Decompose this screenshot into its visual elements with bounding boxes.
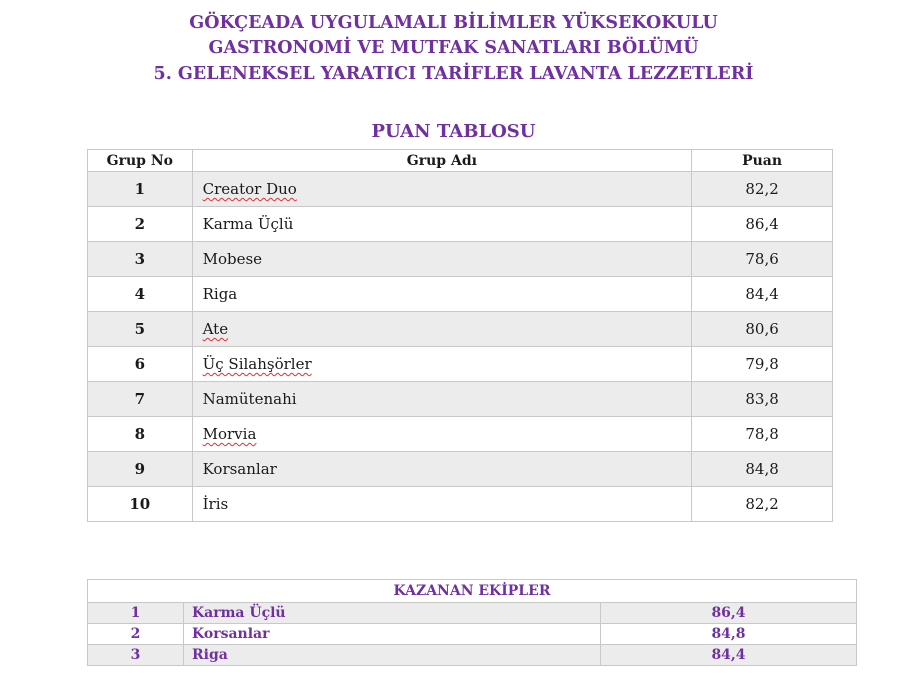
- winner-rank: 1: [88, 603, 184, 624]
- score-table-header-row: [88, 150, 833, 172]
- winner-row: [88, 624, 857, 645]
- score-cell: 84,4: [692, 277, 833, 312]
- event-title: 5. GELENEKSEL YARATICI TARİFLER LAVANTA LEZZETLERİ: [153, 64, 754, 84]
- table-row: [88, 172, 833, 207]
- institution-title: GÖKÇEADA UYGULAMALI BİLİMLER YÜKSEKOKULU: [189, 13, 718, 33]
- score-table-title: PUAN TABLOSU: [371, 121, 536, 142]
- group-name: Creator Duo: [202, 180, 297, 198]
- winners-title: KAZANAN EKİPLER: [88, 580, 857, 603]
- group-name-cell: [192, 347, 692, 382]
- winner-name: Korsanlar: [184, 624, 601, 645]
- score-cell: 84,8: [692, 452, 833, 487]
- group-name-cell: [192, 312, 692, 347]
- table-row: [88, 277, 833, 312]
- group-no-cell: 2: [88, 207, 193, 242]
- group-name-cell: Mobese: [192, 242, 692, 277]
- winners-title-row: [88, 580, 857, 603]
- group-name-cell: Riga: [192, 277, 692, 312]
- group-no-cell: 10: [88, 487, 193, 522]
- table-row: [88, 312, 833, 347]
- column-header-score: Puan: [692, 150, 833, 172]
- table-row: [88, 382, 833, 417]
- winner-rank: 3: [88, 645, 184, 666]
- group-name: Ate: [202, 320, 229, 338]
- group-no-cell: 3: [88, 242, 193, 277]
- winner-score: 86,4: [601, 603, 857, 624]
- group-name: Morvia: [202, 425, 257, 443]
- group-name: Üç Silahşörler: [202, 355, 312, 373]
- column-header-group-no: Grup No: [88, 150, 193, 172]
- winner-row: [88, 603, 857, 624]
- group-name-cell: [192, 417, 692, 452]
- table-row: [88, 242, 833, 277]
- score-cell: 80,6: [692, 312, 833, 347]
- group-name-cell: Namütenahi: [192, 382, 692, 417]
- winners-table: [87, 579, 857, 666]
- group-no-cell: 1: [88, 172, 193, 207]
- group-name-cell: Korsanlar: [192, 452, 692, 487]
- score-cell: 86,4: [692, 207, 833, 242]
- department-title: GASTRONOMİ VE MUTFAK SANATLARI BÖLÜMÜ: [208, 38, 699, 58]
- score-cell: 82,2: [692, 172, 833, 207]
- table-row: [88, 452, 833, 487]
- score-cell: 83,8: [692, 382, 833, 417]
- table-row: [88, 207, 833, 242]
- winner-score: 84,8: [601, 624, 857, 645]
- column-header-group-name: Grup Adı: [192, 150, 692, 172]
- score-cell: 79,8: [692, 347, 833, 382]
- table-row: [88, 347, 833, 382]
- group-no-cell: 6: [88, 347, 193, 382]
- group-name-cell: İris: [192, 487, 692, 522]
- group-no-cell: 4: [88, 277, 193, 312]
- winner-row: [88, 645, 857, 666]
- winner-name: Riga: [184, 645, 601, 666]
- group-name-cell: [192, 172, 692, 207]
- group-name-cell: Karma Üçlü: [192, 207, 692, 242]
- table-row: [88, 487, 833, 522]
- group-no-cell: 7: [88, 382, 193, 417]
- winner-score: 84,4: [601, 645, 857, 666]
- winner-name: Karma Üçlü: [184, 603, 601, 624]
- winner-rank: 2: [88, 624, 184, 645]
- group-no-cell: 5: [88, 312, 193, 347]
- score-cell: 82,2: [692, 487, 833, 522]
- score-cell: 78,6: [692, 242, 833, 277]
- score-table: [87, 149, 833, 522]
- group-no-cell: 9: [88, 452, 193, 487]
- group-no-cell: 8: [88, 417, 193, 452]
- table-row: [88, 417, 833, 452]
- score-cell: 78,8: [692, 417, 833, 452]
